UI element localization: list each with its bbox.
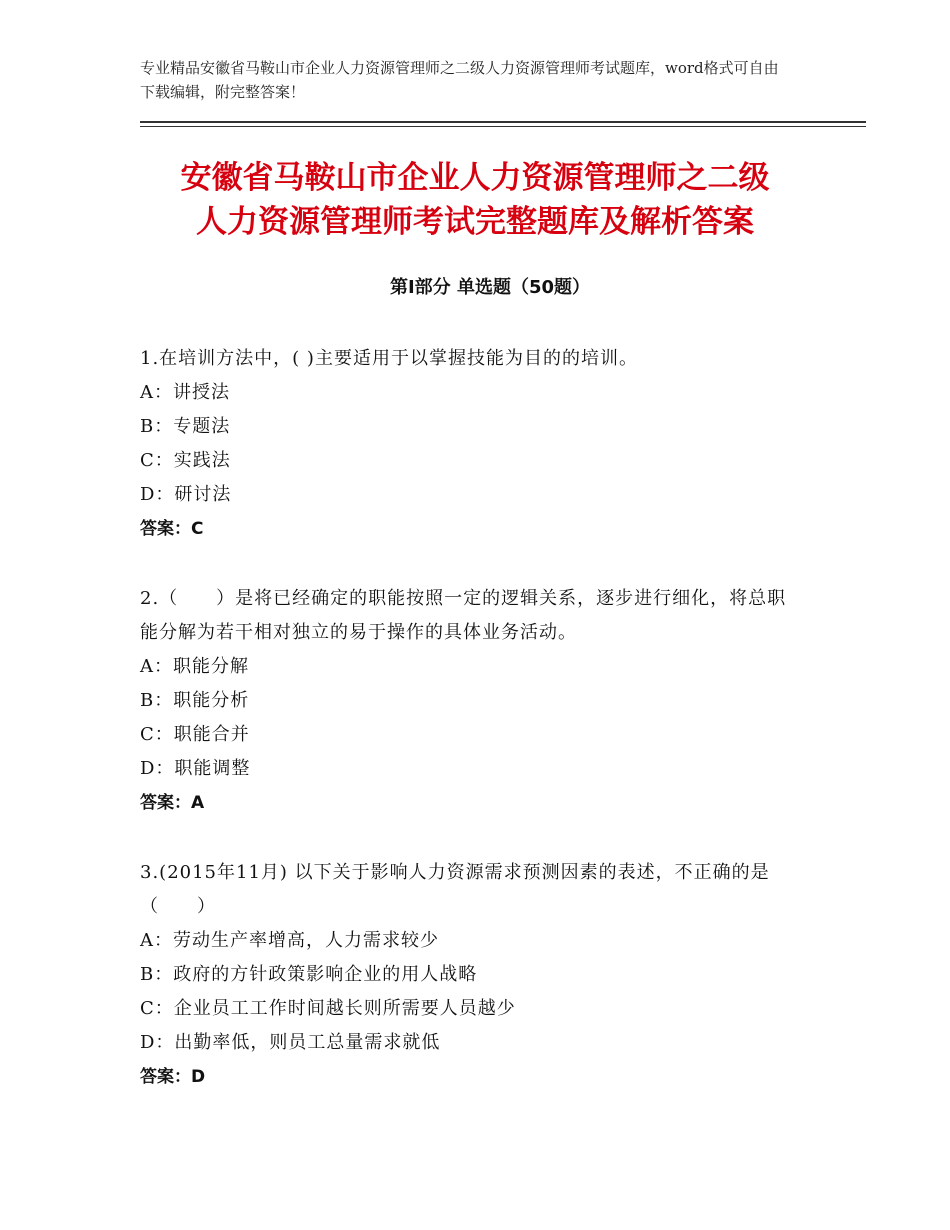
option-b: B：职能分析 bbox=[140, 690, 250, 711]
question-3 bbox=[140, 856, 800, 1094]
question-stem: 3.(2015年11月) 以下关于影响人力资源需求预测因素的表述，不正确的是 （ ） bbox=[140, 862, 770, 917]
document-title-line-1: 安徽省马鞍山市企业人力资源管理师之二级 bbox=[180, 160, 770, 196]
header-divider-thick bbox=[140, 121, 866, 123]
option-d: D：职能调整 bbox=[140, 758, 251, 779]
document-title-line-2: 人力资源管理师考试完整题库及解析答案 bbox=[196, 204, 754, 240]
document-title bbox=[100, 156, 850, 244]
answer-label: 答案：A bbox=[140, 793, 205, 813]
question-2 bbox=[140, 582, 800, 820]
answer-label: 答案：D bbox=[140, 1067, 206, 1087]
section-title: 第Ⅰ部分 单选题（50题） bbox=[389, 277, 590, 298]
option-c: C：企业员工工作时间越长则所需要人员越少 bbox=[140, 998, 516, 1019]
option-a: A：劳动生产率增高，人力需求较少 bbox=[140, 930, 439, 951]
header-divider-thin bbox=[140, 126, 866, 127]
option-d: D：研讨法 bbox=[140, 484, 232, 505]
option-d: D：出勤率低，则员工总量需求就低 bbox=[140, 1032, 441, 1053]
question-stem: 1.在培训方法中，( )主要适用于以掌握技能为目的的培训。 bbox=[140, 348, 638, 369]
option-b: B：专题法 bbox=[140, 416, 231, 437]
question-list bbox=[140, 342, 800, 1130]
option-a: A：职能分解 bbox=[140, 656, 249, 677]
answer-label: 答案：C bbox=[140, 519, 204, 539]
option-c: C：实践法 bbox=[140, 450, 231, 471]
header-note: 专业精品安徽省马鞍山市企业人力资源管理师之二级人力资源管理师考试题库，word格式可自由下载编辑，附完整答案！ bbox=[140, 59, 779, 101]
option-b: B：政府的方针政策影响企业的用人战略 bbox=[140, 964, 478, 985]
option-c: C：职能合并 bbox=[140, 724, 250, 745]
question-1 bbox=[140, 342, 800, 546]
question-stem: 2.（ ）是将已经确定的职能按照一定的逻辑关系，逐步进行细化，将总职能分解为若干相对独立的易于操作的具体业务活动。 bbox=[140, 588, 787, 643]
option-a: A：讲授法 bbox=[140, 382, 230, 403]
